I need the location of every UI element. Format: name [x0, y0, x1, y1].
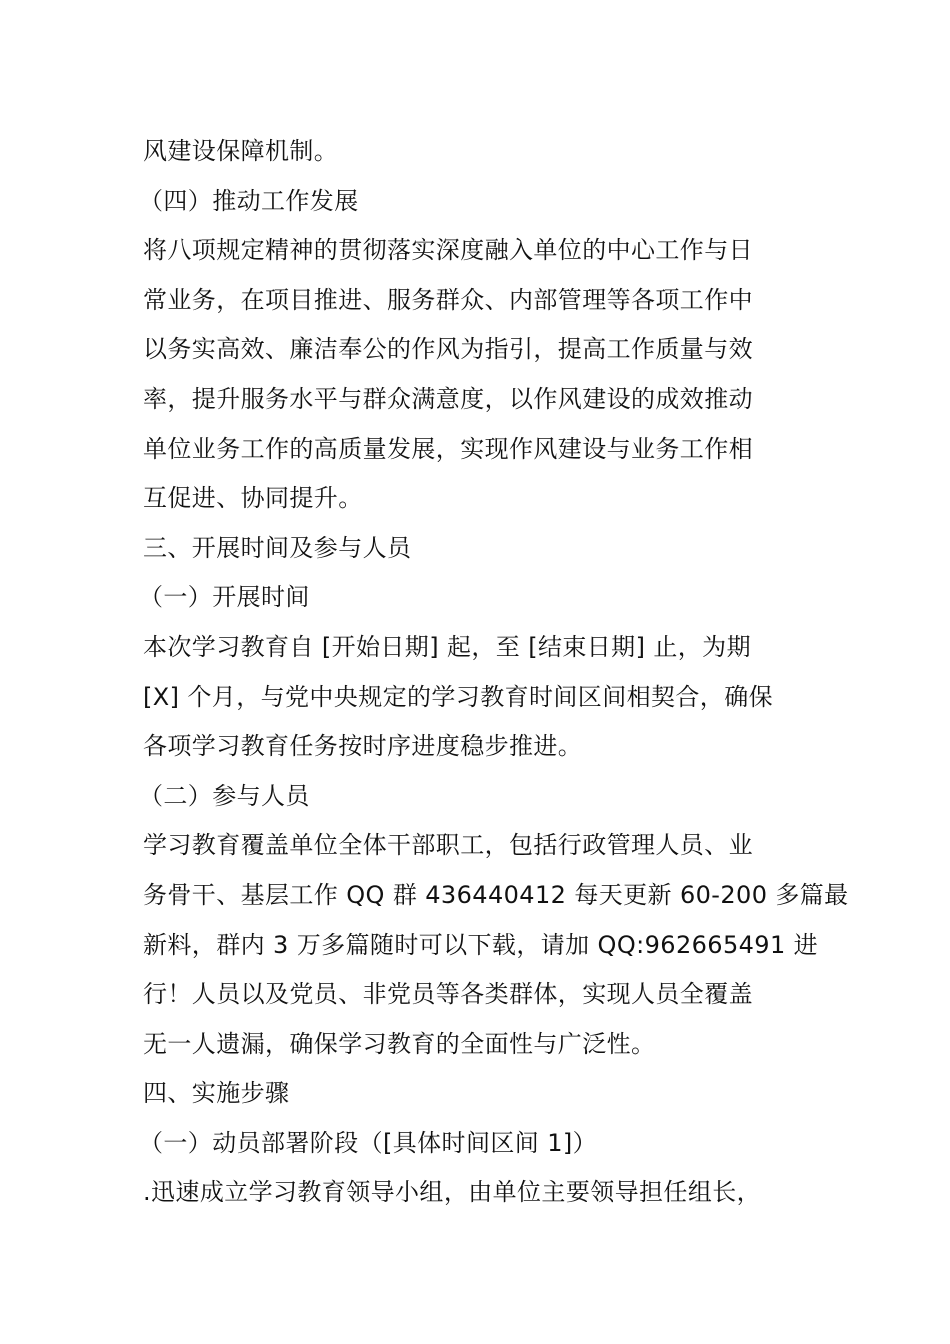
section-heading: 三、开展时间及参与人员: [143, 533, 412, 562]
paragraph-line: 风建设保障机制。: [143, 137, 339, 165]
paragraph-line: 单位业务工作的高质量发展，实现作风建设与业务工作相: [143, 434, 753, 463]
paragraph-line: 将八项规定精神的贯彻落实深度融入单位的中心工作与日: [143, 236, 753, 265]
paragraph-line: 率，提升服务水平与群众满意度，以作风建设的成效推动: [143, 384, 753, 413]
subsection-heading: （一）动员部署阶段（[具体时间区间 1]）: [139, 1128, 598, 1157]
paragraph-line: 无一人遗漏，确保学习教育的全面性与广泛性。: [143, 1029, 656, 1058]
paragraph-line: 学习教育覆盖单位全体干部职工，包括行政管理人员、业: [143, 831, 753, 860]
section-heading: 四、实施步骤: [143, 1079, 290, 1108]
paragraph-line: [X] 个月，与党中央规定的学习教育时间区间相契合，确保: [143, 682, 773, 711]
subsection-heading: （二）参与人员: [139, 781, 310, 810]
paragraph-line: 各项学习教育任务按时序进度稳步推进。: [143, 732, 583, 761]
subsection-heading: （四）推动工作发展: [139, 186, 359, 215]
document-body: [139, 127, 849, 1218]
paragraph-line: 常业务，在项目推进、服务群众、内部管理等各项工作中: [143, 285, 753, 314]
paragraph-line: 本次学习教育自 [开始日期] 起，至 [结束日期] 止，为期: [143, 632, 751, 661]
paragraph-line: 以务实高效、廉洁奉公的作风为指引，提高工作质量与效: [143, 335, 753, 364]
subsection-heading: （一）开展时间: [139, 583, 310, 612]
paragraph-line: 行！人员以及党员、非党员等各类群体，实现人员全覆盖: [143, 980, 753, 1009]
paragraph-line: 务骨干、基层工作 QQ 群 436440412 每天更新 60-200 多篇最: [143, 880, 849, 909]
paragraph-line: 互促进、协同提升。: [143, 484, 363, 513]
paragraph-line: 新料，群内 3 万多篇随时可以下载，请加 QQ:962665491 进: [143, 930, 819, 959]
paragraph-line: .迅速成立学习教育领导小组，由单位主要领导担任组长，: [143, 1178, 762, 1207]
